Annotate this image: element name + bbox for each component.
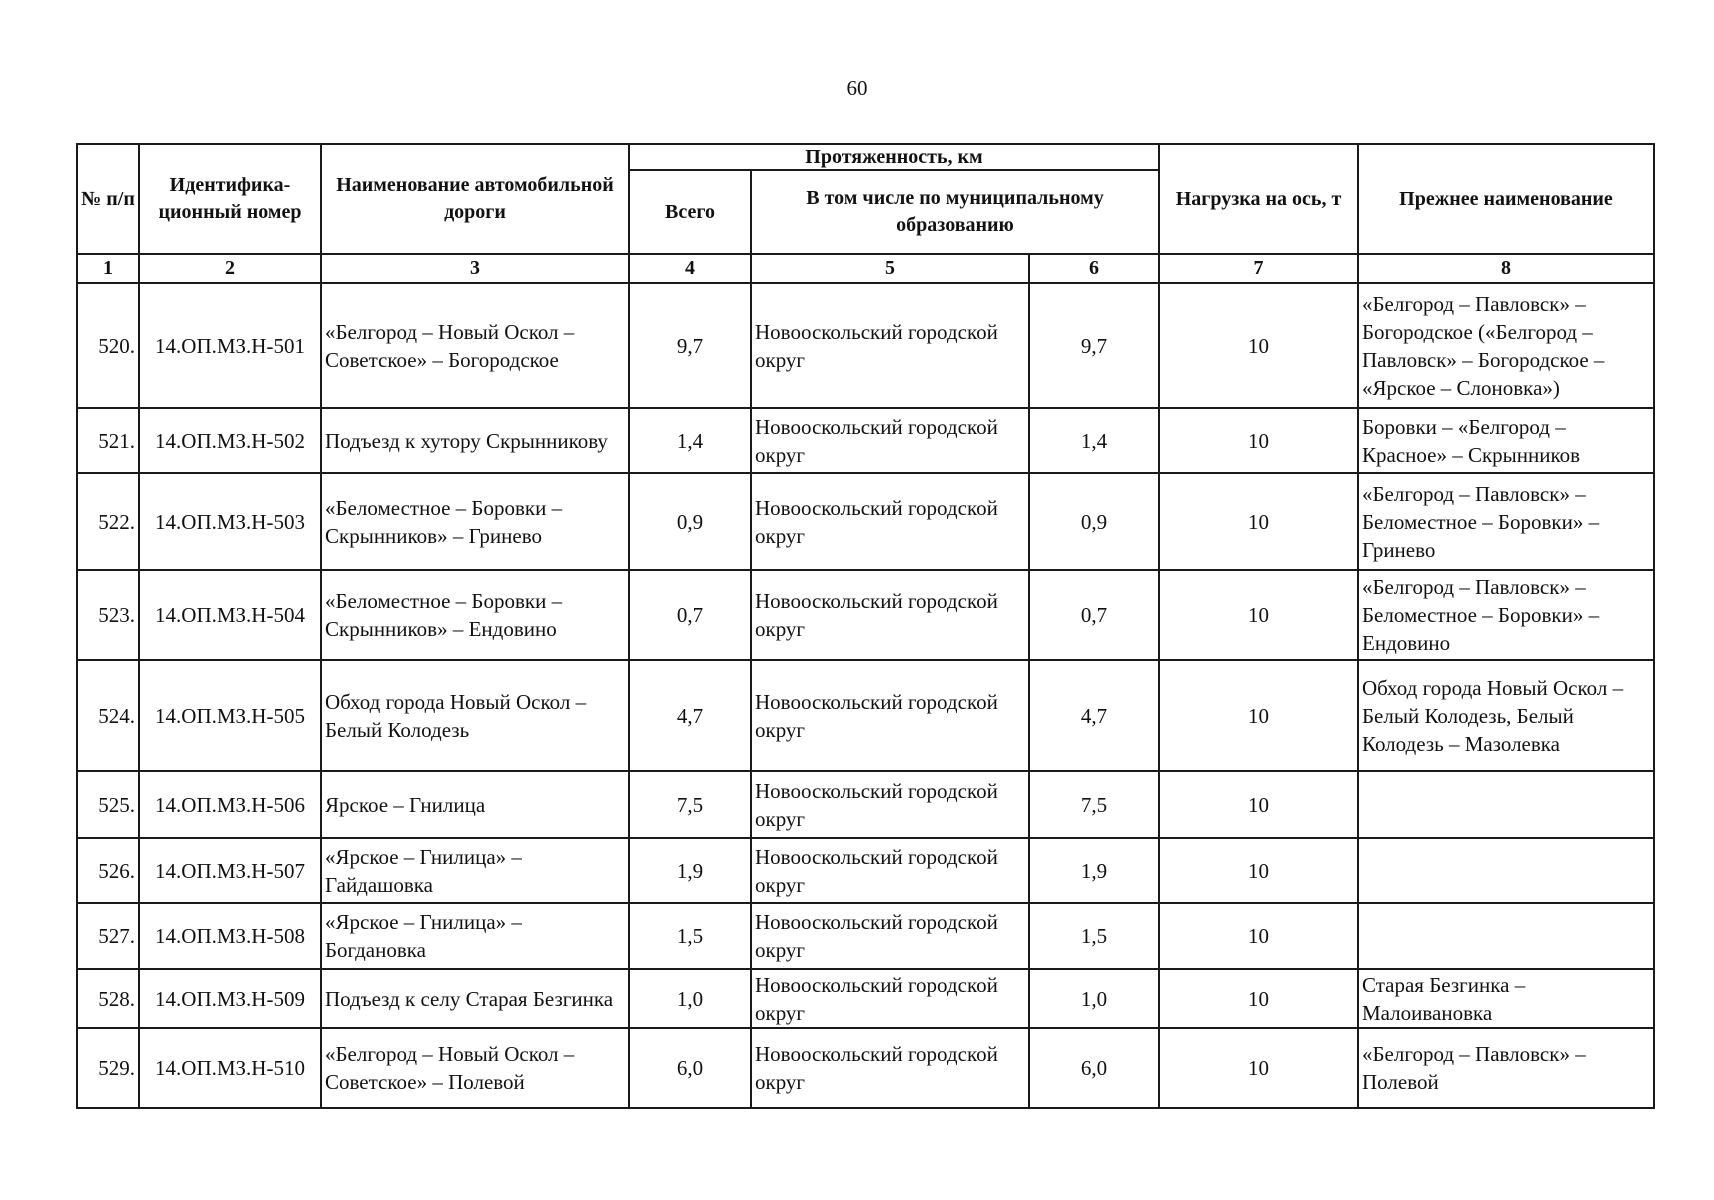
header-old-name: Прежнее наименование [1358,144,1654,254]
table-row [77,1028,1654,1108]
municipal-length: 7,5 [1029,771,1159,838]
axle-load: 10 [1159,408,1358,473]
length-total: 0,7 [629,570,751,660]
road-id: 14.ОП.МЗ.Н-507 [139,838,321,903]
column-number: 2 [139,254,321,283]
column-number: 6 [1029,254,1159,283]
column-number: 8 [1358,254,1654,283]
length-total: 6,0 [629,1028,751,1108]
municipal-length: 6,0 [1029,1028,1159,1108]
row-number: 524. [77,660,139,771]
header-row [77,144,1654,170]
road-id: 14.ОП.МЗ.Н-503 [139,473,321,570]
old-name [1358,771,1654,838]
axle-load: 10 [1159,283,1358,408]
length-total: 1,9 [629,838,751,903]
header-municipal: В том числе по муниципальному образованию [751,170,1159,254]
road-name: Ярское – Гнилица [321,771,629,838]
header-road-name: Наименование автомобильной дороги [321,144,629,254]
old-name: Обход города Новый Оскол – Белый Колодезь, Белый Колодезь – Мазолевка [1358,660,1654,771]
road-name: «Беломестное – Боровки – Скрынников» – Ендовино [321,570,629,660]
row-number: 525. [77,771,139,838]
row-number: 528. [77,969,139,1028]
road-name: Подъезд к селу Старая Безгинка [321,969,629,1028]
table-row [77,408,1654,473]
municipality: Новооскольский городской округ [751,969,1029,1028]
length-total: 4,7 [629,660,751,771]
road-name: «Белгород – Новый Оскол – Советское» – Полевой [321,1028,629,1108]
old-name: «Белгород – Павловск» – Беломестное – Боровки» – Гринево [1358,473,1654,570]
municipality: Новооскольский городской округ [751,570,1029,660]
header-id: Идентифика-ционный номер [139,144,321,254]
header-length-group: Протяженность, км [629,144,1159,170]
axle-load: 10 [1159,660,1358,771]
column-number: 3 [321,254,629,283]
road-name: «Беломестное – Боровки – Скрынников» – Гринево [321,473,629,570]
old-name [1358,838,1654,903]
column-number: 5 [751,254,1029,283]
axle-load: 10 [1159,969,1358,1028]
municipal-length: 4,7 [1029,660,1159,771]
column-number: 1 [77,254,139,283]
row-number: 526. [77,838,139,903]
municipality: Новооскольский городской округ [751,771,1029,838]
municipality: Новооскольский городской округ [751,660,1029,771]
axle-load: 10 [1159,838,1358,903]
municipal-length: 0,7 [1029,570,1159,660]
municipality: Новооскольский городской округ [751,1028,1029,1108]
old-name: Старая Безгинка – Малоивановка [1358,969,1654,1028]
table-row [77,969,1654,1028]
municipality: Новооскольский городской округ [751,408,1029,473]
row-number: 522. [77,473,139,570]
column-number: 7 [1159,254,1358,283]
road-name: Подъезд к хутору Скрынникову [321,408,629,473]
column-number: 4 [629,254,751,283]
axle-load: 10 [1159,903,1358,969]
length-total: 1,5 [629,903,751,969]
old-name: «Белгород – Павловск» – Полевой [1358,1028,1654,1108]
road-id: 14.ОП.МЗ.Н-508 [139,903,321,969]
row-number: 523. [77,570,139,660]
road-id: 14.ОП.МЗ.Н-509 [139,969,321,1028]
municipal-length: 0,9 [1029,473,1159,570]
municipality: Новооскольский городской округ [751,838,1029,903]
municipal-length: 1,9 [1029,838,1159,903]
road-id: 14.ОП.МЗ.Н-506 [139,771,321,838]
roads-table [76,143,1655,1109]
road-id: 14.ОП.МЗ.Н-504 [139,570,321,660]
table-row [77,473,1654,570]
length-total: 9,7 [629,283,751,408]
column-number-row [77,254,1654,283]
old-name: Боровки – «Белгород – Красное» – Скрынников [1358,408,1654,473]
header-num: № п/п [77,144,139,254]
municipal-length: 1,5 [1029,903,1159,969]
table-row [77,283,1654,408]
table-row [77,771,1654,838]
length-total: 7,5 [629,771,751,838]
length-total: 0,9 [629,473,751,570]
page-number: 60 [846,76,868,100]
road-id: 14.ОП.МЗ.Н-505 [139,660,321,771]
axle-load: 10 [1159,1028,1358,1108]
old-name: «Белгород – Павловск» – Беломестное – Боровки» – Ендовино [1358,570,1654,660]
municipality: Новооскольский городской округ [751,283,1029,408]
road-id: 14.ОП.МЗ.Н-510 [139,1028,321,1108]
municipal-length: 9,7 [1029,283,1159,408]
road-id: 14.ОП.МЗ.Н-501 [139,283,321,408]
road-name: «Ярское – Гнилица» – Гайдашовка [321,838,629,903]
row-number: 521. [77,408,139,473]
road-name: «Ярское – Гнилица» – Богдановка [321,903,629,969]
old-name [1358,903,1654,969]
axle-load: 10 [1159,570,1358,660]
axle-load: 10 [1159,771,1358,838]
length-total: 1,4 [629,408,751,473]
header-total: Всего [629,170,751,254]
road-name: «Белгород – Новый Оскол – Советское» – Богородское [321,283,629,408]
municipal-length: 1,4 [1029,408,1159,473]
table-row [77,570,1654,660]
road-id: 14.ОП.МЗ.Н-502 [139,408,321,473]
row-number: 520. [77,283,139,408]
table-row [77,838,1654,903]
row-number: 529. [77,1028,139,1108]
municipal-length: 1,0 [1029,969,1159,1028]
road-name: Обход города Новый Оскол – Белый Колодезь [321,660,629,771]
municipality: Новооскольский городской округ [751,903,1029,969]
old-name: «Белгород – Павловск» – Богородское («Белгород – Павловск» – Богородское – «Ярское – Слоновка») [1358,283,1654,408]
row-number: 527. [77,903,139,969]
municipality: Новооскольский городской округ [751,473,1029,570]
header-axle-load: Нагрузка на ось, т [1159,144,1358,254]
table-row [77,660,1654,771]
axle-load: 10 [1159,473,1358,570]
table-row [77,903,1654,969]
length-total: 1,0 [629,969,751,1028]
